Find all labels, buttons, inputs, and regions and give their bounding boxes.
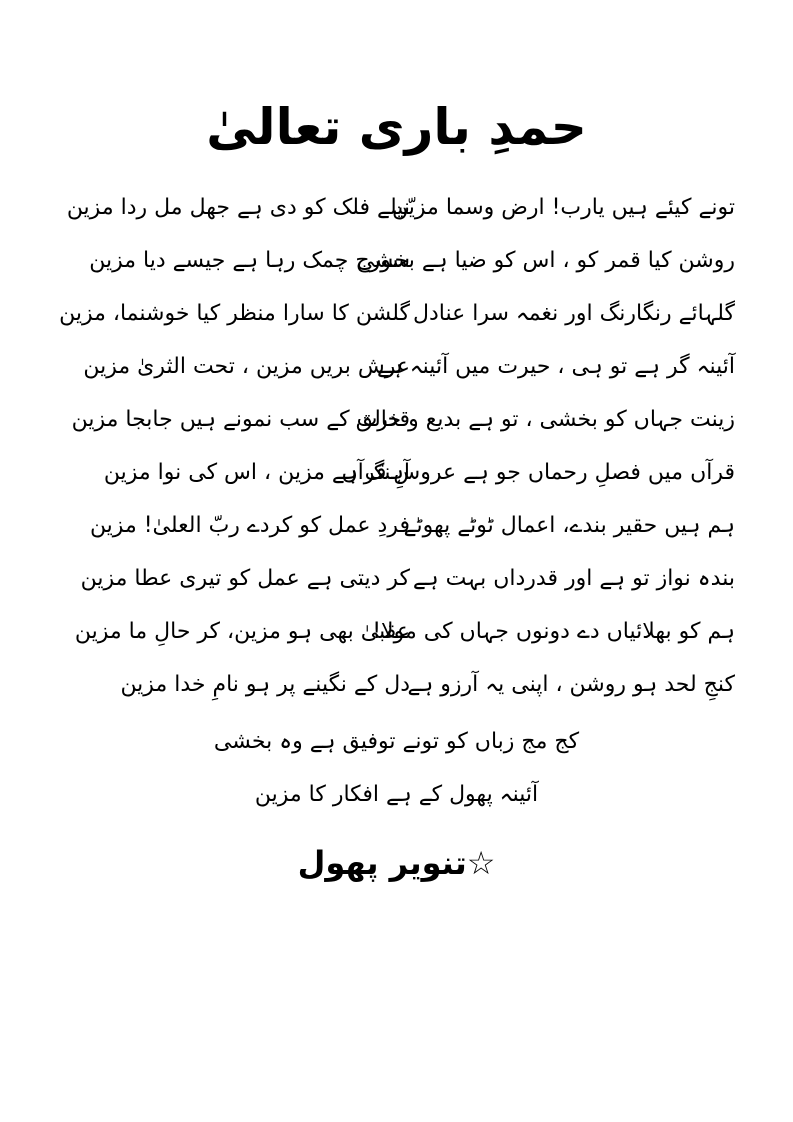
couplet <box>80 559 735 612</box>
couplet <box>74 612 735 665</box>
couplet <box>66 188 735 241</box>
first-hemistich: بندہ نواز تو ہے اور قدرداں بہت ہے <box>412 566 735 591</box>
first-hemistich: کنجِ لحد ہو روشن ، اپنی یہ آرزو ہے <box>407 672 735 697</box>
second-hemistich: نیلے فلک کو دی ہے جھل مل ردا مزین <box>66 195 410 220</box>
second-hemistich: عقبیٰ بھی ہو مزین، کر حالِ ما مزین <box>74 619 410 644</box>
second-hemistich: آہنگ ہے مزین ، اس کی نوا مزین <box>103 460 410 485</box>
second-hemistich: فردِ عمل کو کردے ربّ العلیٰ! مزین <box>89 513 410 538</box>
poem-title: حمدِ باری تعالیٰ <box>206 98 587 156</box>
second-hemistich: کر دیتی ہے عمل کو تیری عطا مزین <box>80 566 410 591</box>
couplet <box>90 241 735 294</box>
first-hemistich: گلہائے رنگارنگ اور نغمہ سرا عنادل <box>412 301 735 326</box>
first-hemistich: قرآں میں فصلِ رحماں جو ہے عروسِ قرآں <box>341 460 735 485</box>
first-hemistich: تونے کیئے ہیں یارب! ارض وسما مزیّن <box>392 195 735 220</box>
second-hemistich: عرش بریں مزین ، تحت الثریٰ مزین <box>83 354 410 379</box>
poet-signature: ☆تنویر پھول <box>297 844 496 882</box>
first-hemistich: زینت جہاں کو بخشی ، تو ہے بدیع و خالق <box>355 407 735 432</box>
couplet <box>71 400 735 453</box>
couplet <box>83 347 735 400</box>
couplet <box>90 453 735 506</box>
closing-line-1: کج مج زباں کو تونے توفیق ہے وہ بخشی <box>213 729 580 754</box>
closing-line-2: آئینہ پھول کے ہے افکار کا مزین <box>254 782 539 807</box>
second-hemistich: سورج چمک رہا ہے جیسے دیا مزین <box>89 248 410 273</box>
first-hemistich: ہم کو بھلائیاں دے دونوں جہاں کی مولا! <box>372 619 735 644</box>
couplet-list <box>59 188 735 718</box>
couplet <box>59 294 735 347</box>
second-hemistich: دل کے نگینے پر ہو نامِ خدا مزین <box>120 672 410 697</box>
first-hemistich: ہم ہیں حقیر بندے، اعمال ٹوٹے پھوٹے <box>403 513 735 538</box>
couplet <box>90 506 735 559</box>
first-hemistich: روشن کیا قمر کو ، اس کو ضیا ہے بخشی <box>356 248 735 273</box>
couplet <box>90 665 735 718</box>
first-hemistich: آئینہ گر ہے تو ہی ، حیرت میں آئینہ ہے <box>377 354 735 379</box>
second-hemistich: گلشن کا سارا منظر کیا خوشنما، مزین <box>59 301 410 326</box>
second-hemistich: قدرت کے سب نمونے ہیں جابجا مزین <box>71 407 410 432</box>
